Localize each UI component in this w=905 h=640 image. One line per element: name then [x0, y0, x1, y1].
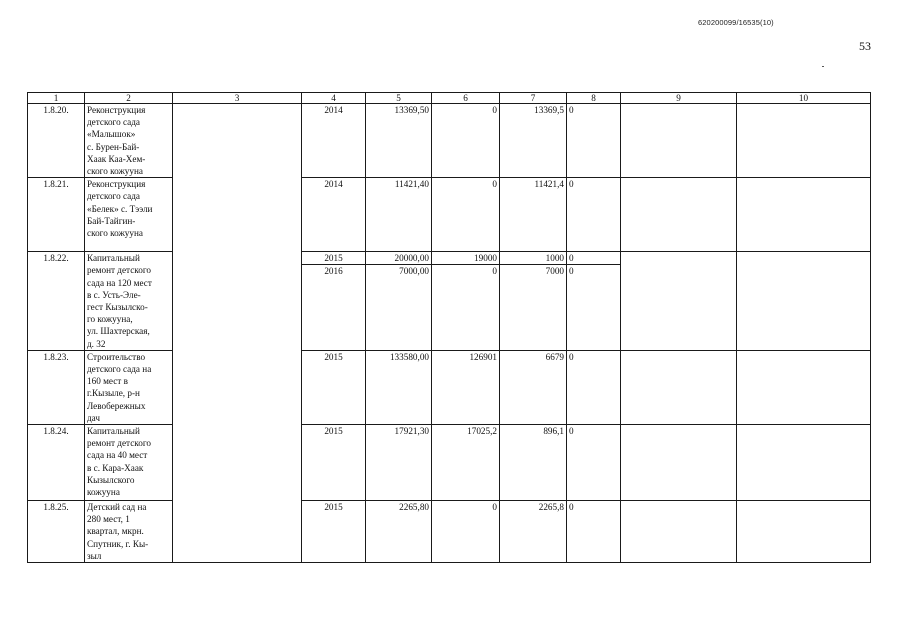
total-cell: 13369,50: [366, 104, 432, 178]
item-name: Строительство детского сада на 160 мест в г.Кызыле, р-н Левобережных дач: [85, 350, 173, 424]
col6-cell: 126901: [432, 350, 500, 424]
program-table: [27, 92, 871, 563]
col8-cell: 0: [567, 350, 621, 424]
total-cell: 133580,00: [366, 350, 432, 424]
year-cell: 2015: [302, 425, 366, 501]
col10-cell: [737, 178, 871, 252]
col6-cell: [432, 252, 500, 351]
col6-line: 19000: [432, 252, 500, 265]
column-3-cell: [173, 104, 302, 563]
item-name: Капитальный ремонт детского сада на 40 мест в с. Кара-Хаак Кызылского кожууна: [85, 425, 173, 501]
header-cell: 6: [432, 93, 500, 104]
col7-line: 1000: [500, 252, 567, 265]
col7-cell: 896,1: [500, 425, 567, 501]
table-row: [28, 104, 871, 178]
col9-cell: [621, 104, 737, 178]
col8-cell: 0: [567, 501, 621, 563]
item-number: 1.8.20.: [28, 104, 85, 178]
header-cell: 3: [173, 93, 302, 104]
year-cell: 2014: [302, 178, 366, 252]
col8-cell: 0: [567, 178, 621, 252]
col8-line: 0: [567, 252, 621, 265]
col6-cell: 17025,2: [432, 425, 500, 501]
item-number: 1.8.21.: [28, 178, 85, 252]
total-cell: 17921,30: [366, 425, 432, 501]
total-line: 7000,00: [399, 266, 429, 277]
year-cell: 2014: [302, 104, 366, 178]
col6-line: 0: [492, 266, 497, 277]
table-row: [28, 178, 871, 252]
item-name: Реконструкция детского сада «Малышок» с. Бурен-Бай- Хаак Каа-Хем- ского кожууна: [85, 104, 173, 178]
item-name: Реконструкция детского сада «Белек» с. Тээли Бай-Тайгин- ского кожууна: [85, 178, 173, 252]
col7-cell: [500, 252, 567, 351]
table-row: [28, 252, 871, 351]
col7-cell: 2265,8: [500, 501, 567, 563]
col10-cell: [737, 501, 871, 563]
col9-cell: [621, 425, 737, 501]
table-row: [28, 425, 871, 501]
item-name: Капитальный ремонт детского сада на 120 мест в с. Усть-Элe- гест Кызылско- го кожууна, ул. Шахтерская, д. 32: [85, 252, 173, 351]
table-row: [28, 350, 871, 424]
header-cell: 1: [28, 93, 85, 104]
header-cell: 9: [621, 93, 737, 104]
col9-cell: [621, 178, 737, 252]
document-id: 620200099/16535(10): [698, 18, 774, 27]
header-cell: 2: [85, 93, 173, 104]
col8-line: 0: [569, 266, 574, 277]
item-number: 1.8.24.: [28, 425, 85, 501]
total-cell: 2265,80: [366, 501, 432, 563]
col7-line: 7000: [545, 266, 564, 277]
header-row: [28, 93, 871, 104]
total-line: 20000,00: [366, 252, 432, 265]
col9-cell: [621, 252, 737, 351]
col8-cell: 0: [567, 425, 621, 501]
year-cell: [302, 252, 366, 351]
total-cell: [366, 252, 432, 351]
scan-speck: [822, 66, 824, 67]
page-number: 53: [859, 39, 871, 53]
col6-cell: 0: [432, 104, 500, 178]
col10-cell: [737, 252, 871, 351]
table-row: [28, 501, 871, 563]
header-cell: 5: [366, 93, 432, 104]
col9-cell: [621, 350, 737, 424]
col8-cell: [567, 252, 621, 351]
header-cell: 8: [567, 93, 621, 104]
col10-cell: [737, 104, 871, 178]
year-cell: 2015: [302, 501, 366, 563]
col9-cell: [621, 501, 737, 563]
col6-cell: 0: [432, 178, 500, 252]
header-cell: 7: [500, 93, 567, 104]
total-cell: 11421,40: [366, 178, 432, 252]
header-cell: 10: [737, 93, 871, 104]
year-line: 2015: [302, 252, 365, 265]
item-number: 1.8.22.: [28, 252, 85, 351]
item-name: Детский сад на 280 мест, 1 квартал, мкрн. Спутник, г. Кы- зыл: [85, 501, 173, 563]
col7-cell: 13369,5: [500, 104, 567, 178]
item-number: 1.8.23.: [28, 350, 85, 424]
item-number: 1.8.25.: [28, 501, 85, 563]
col7-cell: 6679: [500, 350, 567, 424]
col10-cell: [737, 350, 871, 424]
col6-cell: 0: [432, 501, 500, 563]
year-line: 2016: [324, 266, 343, 277]
col10-cell: [737, 425, 871, 501]
year-cell: 2015: [302, 350, 366, 424]
header-cell: 4: [302, 93, 366, 104]
col8-cell: 0: [567, 104, 621, 178]
col7-cell: 11421,4: [500, 178, 567, 252]
